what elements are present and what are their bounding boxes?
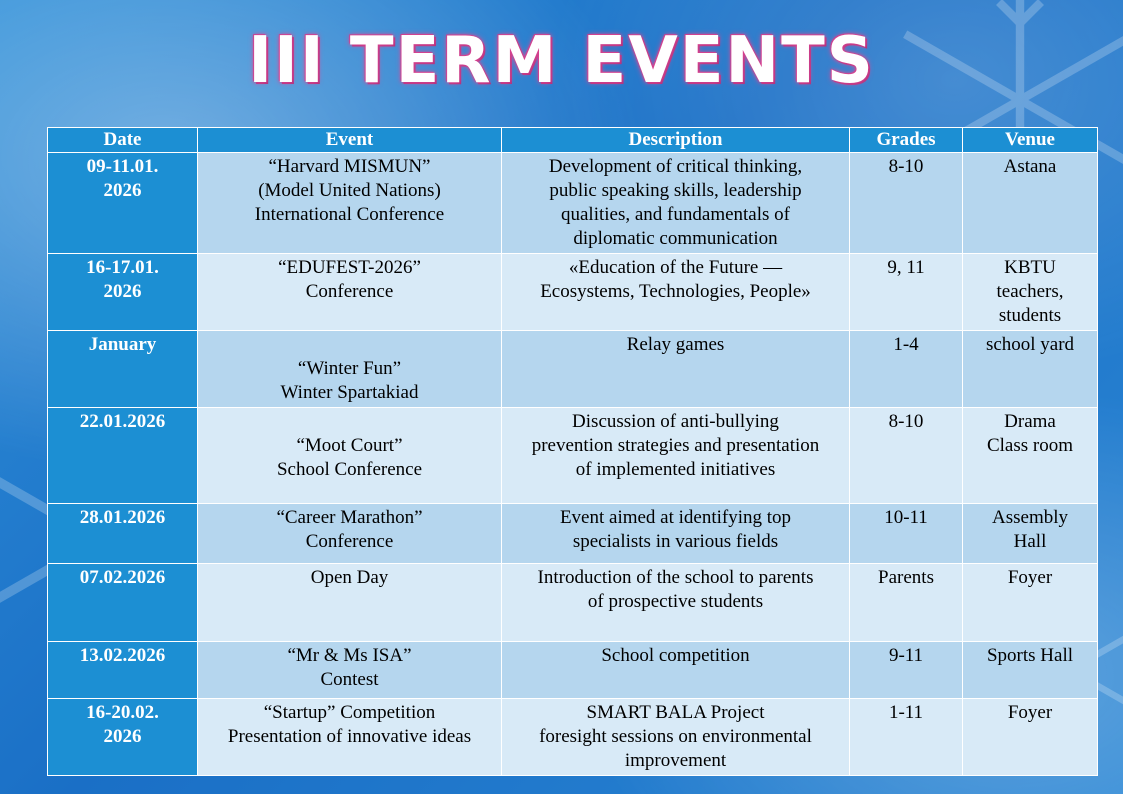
description-cell (502, 642, 850, 699)
date-cell (48, 564, 198, 642)
description-cell-line: qualities, and fundamentals of (561, 204, 790, 225)
description-cell (502, 504, 850, 564)
event-cell-line: “Mr & Ms ISA” (287, 645, 412, 666)
venue-cell (963, 153, 1098, 254)
event-cell-line: “Harvard MISMUN” (268, 156, 431, 177)
venue-cell-line: teachers, (996, 281, 1064, 302)
description-cell (502, 699, 850, 776)
event-cell-line: Contest (320, 669, 379, 690)
date-cell-line: 07.02.2026 (79, 567, 166, 588)
venue-cell (963, 331, 1098, 408)
event-cell-line: “Startup” Competition (263, 702, 436, 723)
description-cell-line: Ecosystems, Technologies, People» (540, 281, 811, 302)
date-cell (48, 254, 198, 331)
date-cell-line: 09-11.01. (86, 156, 159, 177)
description-cell-line: School competition (601, 645, 750, 666)
venue-cell-line: Sports Hall (986, 645, 1074, 666)
description-cell-line: diplomatic communication (573, 228, 778, 249)
events-table (47, 127, 1098, 776)
venue-cell-line: Astana (1003, 156, 1057, 177)
description-cell-line: specialists in various fields (572, 531, 779, 552)
date-cell (48, 408, 198, 504)
description-cell (502, 331, 850, 408)
table-row (48, 153, 1098, 254)
venue-cell (963, 699, 1098, 776)
date-cell (48, 331, 198, 408)
event-cell (198, 699, 502, 776)
grades-cell: 10-11 (850, 504, 963, 564)
venue-cell-line: Drama (1004, 411, 1056, 432)
venue-cell-line: Foyer (1007, 567, 1053, 588)
venue-cell-line: Assembly (992, 507, 1068, 528)
grades-cell: 1-4 (850, 331, 963, 408)
event-cell-line: Conference (305, 281, 394, 302)
event-cell-line: Winter Spartakiad (280, 382, 419, 403)
description-cell-line: Relay games (626, 334, 725, 355)
date-cell-line: January (88, 334, 157, 355)
event-cell (198, 564, 502, 642)
table-row (48, 254, 1098, 331)
event-cell-line: Presentation of innovative ideas (227, 726, 472, 747)
description-cell-line: Event aimed at identifying top (559, 507, 792, 528)
column-header-description: Description (502, 128, 850, 153)
grades-cell: 1-11 (850, 699, 963, 776)
event-cell-line: Open Day (310, 567, 389, 588)
date-cell-line: 13.02.2026 (79, 645, 166, 666)
event-cell (198, 408, 502, 504)
event-cell-line: Conference (305, 531, 394, 552)
table-row (48, 408, 1098, 504)
event-cell-line: International Conference (254, 204, 445, 225)
grades-cell: 9-11 (850, 642, 963, 699)
description-cell-line: foresight sessions on environmental (539, 726, 812, 747)
event-cell-line: School Conference (276, 459, 423, 480)
description-cell (502, 254, 850, 331)
event-cell (198, 331, 502, 408)
venue-cell-line: school yard (985, 334, 1075, 355)
date-cell-line: 16-20.02. (86, 702, 159, 723)
grades-cell: Parents (850, 564, 963, 642)
description-cell-line: public speaking skills, leadership (549, 180, 802, 201)
event-cell (198, 153, 502, 254)
grades-cell: 9, 11 (850, 254, 963, 331)
event-cell (198, 504, 502, 564)
date-cell (48, 642, 198, 699)
table-row (48, 642, 1098, 699)
venue-cell (963, 408, 1098, 504)
venue-cell-line: Hall (1013, 531, 1047, 552)
description-cell-line: SMART BALA Project (586, 702, 765, 723)
column-header-event: Event (198, 128, 502, 153)
event-cell-line: “Moot Court” (296, 435, 403, 456)
description-cell-line: improvement (624, 750, 727, 771)
description-cell (502, 564, 850, 642)
description-cell-line: prevention strategies and presentation (531, 435, 820, 456)
table-row (48, 564, 1098, 642)
description-cell-line: Discussion of anti-bullying (572, 411, 779, 432)
table-header-row (48, 128, 1098, 153)
date-cell (48, 699, 198, 776)
date-cell-line: 2026 (103, 281, 142, 302)
event-cell-line: “Winter Fun” (297, 358, 402, 379)
event-cell-line (202, 410, 497, 434)
event-cell-line (202, 333, 497, 357)
table-row (48, 504, 1098, 564)
event-cell (198, 642, 502, 699)
description-cell-line: of implemented initiatives (575, 459, 776, 480)
column-header-grades: Grades (850, 128, 963, 153)
grades-cell: 8-10 (850, 408, 963, 504)
event-cell-line: (Model United Nations) (258, 180, 441, 201)
date-cell (48, 153, 198, 254)
description-cell (502, 408, 850, 504)
description-cell (502, 153, 850, 254)
venue-cell (963, 504, 1098, 564)
date-cell-line: 2026 (103, 726, 142, 747)
date-cell-line: 16-17.01. (86, 257, 159, 278)
event-cell-line: “Career Marathon” (276, 507, 423, 528)
date-cell-line: 28.01.2026 (79, 507, 166, 528)
description-cell-line: «Education of the Future — (568, 257, 783, 278)
table-row (48, 331, 1098, 408)
date-cell-line: 2026 (103, 180, 142, 201)
event-cell-line: “EDUFEST-2026” (278, 257, 421, 278)
table-row (48, 699, 1098, 776)
grades-cell: 8-10 (850, 153, 963, 254)
description-cell-line: Development of critical thinking, (548, 156, 803, 177)
venue-cell-line: Foyer (1007, 702, 1053, 723)
venue-cell (963, 642, 1098, 699)
date-cell (48, 504, 198, 564)
page-title: III TERM EVENTS (248, 24, 875, 98)
date-cell-line: 22.01.2026 (79, 411, 166, 432)
description-cell-line: of prospective students (587, 591, 764, 612)
column-header-date: Date (48, 128, 198, 153)
venue-cell (963, 254, 1098, 331)
venue-cell-line: KBTU (1004, 257, 1056, 278)
venue-cell (963, 564, 1098, 642)
column-header-venue: Venue (963, 128, 1098, 153)
event-cell (198, 254, 502, 331)
venue-cell-line: students (998, 305, 1062, 326)
description-cell-line: Introduction of the school to parents (537, 567, 814, 588)
venue-cell-line: Class room (986, 435, 1074, 456)
